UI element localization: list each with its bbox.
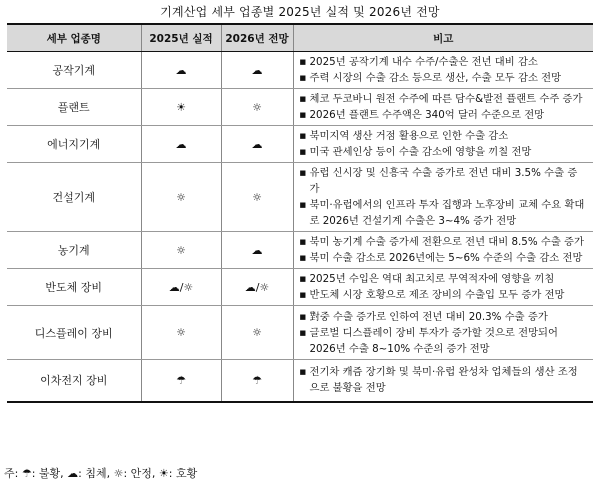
- table-row: [7, 232, 593, 269]
- bullet-square-icon: ■: [299, 169, 307, 177]
- note-item: [300, 234, 588, 250]
- table-row: [7, 52, 593, 89]
- note-text: 전기차 캐즘 장기화 및 북미·유럽 완성차 업체들의 생산 조정으로 불황을 전망: [309, 366, 578, 395]
- outlook-2026-weather-icon: ☼: [221, 163, 293, 232]
- note-item: [300, 364, 588, 396]
- outlook-2026-weather-icon: ☁: [221, 126, 293, 163]
- notes-cell: [293, 89, 593, 126]
- bullet-square-icon: ■: [299, 132, 307, 140]
- header-notes: 비고: [293, 24, 593, 52]
- note-text: 북미·유럽에서의 인프라 투자 집행과 노후장비 교체 수요 확대로 2026년 건설기계 수출은 3~4% 증가 전망: [309, 199, 585, 227]
- table-row: [7, 269, 593, 306]
- bullet-square-icon: ■: [299, 238, 307, 246]
- note-item: [300, 144, 588, 160]
- perf-2025-weather-icon: ☁/☼: [141, 269, 221, 306]
- note-text: 북미 농기계 수출 증가세 전환으로 전년 대비 8.5% 수출 증가: [309, 236, 584, 248]
- outlook-2026-weather-icon: ☂: [221, 360, 293, 402]
- note-item: [300, 107, 588, 123]
- bullet-square-icon: ■: [299, 291, 307, 299]
- note-text: 유럽 신시장 및 신흥국 수출 증가로 전년 대비 3.5% 수출 증가: [309, 167, 578, 195]
- perf-2025-weather-icon: ☼: [141, 163, 221, 232]
- sector-name: 건설기계: [7, 163, 141, 232]
- note-text: 미국 관세인상 등이 수출 감소에 영향을 끼칠 전망: [309, 146, 532, 158]
- table-header-row: [7, 24, 593, 52]
- table-title: 기계산업 세부 업종별 2025년 실적 및 2026년 전망: [160, 5, 440, 19]
- note-item: [300, 165, 588, 197]
- perf-2025-weather-icon: ☀: [141, 89, 221, 126]
- note-item: [300, 128, 588, 144]
- note-text: 주력 시장의 수출 감소 등으로 생산, 수출 모두 감소 전망: [309, 72, 562, 84]
- notes-cell: [293, 126, 593, 163]
- sector-name: 농기계: [7, 232, 141, 269]
- bullet-square-icon: ■: [299, 201, 307, 209]
- header-sector: 세부 업종명: [7, 24, 141, 52]
- table-row: [7, 126, 593, 163]
- note-item: [300, 309, 588, 325]
- note-text: 반도체 시장 호황으로 제조 장비의 수출입 모두 증가 전망: [309, 289, 565, 301]
- table-row: [7, 163, 593, 232]
- note-item: [300, 271, 588, 287]
- note-text: 對중 수출 증가로 인하여 전년 대비 20.3% 수출 증가: [309, 310, 548, 323]
- bullet-square-icon: ■: [299, 312, 307, 321]
- note-text: 글로벌 디스플레이 장비 투자가 증가할 것으로 전망되어 2026년 수출 8~10% 수준의 증가 전망: [309, 326, 558, 355]
- note-text: 2026년 플랜트 수주액은 340억 달러 수준으로 전망: [309, 109, 545, 121]
- perf-2025-weather-icon: ☂: [141, 360, 221, 402]
- sector-name: 디스플레이 장비: [7, 306, 141, 360]
- outlook-2026-weather-icon: ☼: [221, 89, 293, 126]
- bullet-square-icon: ■: [299, 111, 307, 119]
- perf-2025-weather-icon: ☁: [141, 126, 221, 163]
- perf-2025-weather-icon: ☼: [141, 232, 221, 269]
- bullet-square-icon: ■: [299, 148, 307, 156]
- sector-name: 공작기계: [7, 52, 141, 89]
- sector-outlook-table: [7, 23, 593, 403]
- outlook-2026-weather-icon: ☁: [221, 52, 293, 89]
- table-row: [7, 89, 593, 126]
- bullet-square-icon: ■: [299, 58, 307, 66]
- perf-2025-weather-icon: ☁: [141, 52, 221, 89]
- note-item: [300, 54, 588, 70]
- notes-cell: [293, 52, 593, 89]
- notes-cell: [293, 306, 593, 360]
- sector-name: 에너지기계: [7, 126, 141, 163]
- sector-name: 반도체 장비: [7, 269, 141, 306]
- note-text: 북미지역 생산 거점 활용으로 인한 수출 감소: [309, 130, 509, 142]
- header-outlook-2026: 2026년 전망: [221, 24, 293, 52]
- table-row: [7, 306, 593, 360]
- notes-cell: [293, 163, 593, 232]
- bullet-square-icon: ■: [299, 95, 307, 103]
- note-item: [300, 287, 588, 303]
- header-perf-2025: 2025년 실적: [141, 24, 221, 52]
- bullet-square-icon: ■: [299, 74, 307, 82]
- notes-cell: [293, 360, 593, 402]
- outlook-2026-weather-icon: ☁/☼: [221, 269, 293, 306]
- bullet-square-icon: ■: [299, 254, 307, 262]
- note-text: 2025년 수입은 역대 최고치로 무역적자에 영향을 끼침: [309, 273, 555, 285]
- note-text: 2025년 공작기계 내수 수주/수출은 전년 대비 감소: [309, 56, 538, 68]
- legend-note: 주: ☂: 불황, ☁: 침체, ☼: 안정, ☀: 호황: [4, 467, 198, 480]
- outlook-2026-weather-icon: ☼: [221, 306, 293, 360]
- table-body: [7, 52, 593, 402]
- notes-cell: [293, 269, 593, 306]
- notes-cell: [293, 232, 593, 269]
- note-item: [300, 197, 588, 229]
- note-item: [300, 250, 588, 266]
- perf-2025-weather-icon: ☼: [141, 306, 221, 360]
- outlook-2026-weather-icon: ☁: [221, 232, 293, 269]
- note-item: [300, 325, 588, 357]
- note-item: [300, 70, 588, 86]
- sector-name: 이차전지 장비: [7, 360, 141, 402]
- sector-name: 플랜트: [7, 89, 141, 126]
- note-text: 북미 수출 감소로 2026년에는 5~6% 수준의 수출 감소 전망: [309, 252, 583, 264]
- table-row: [7, 360, 593, 402]
- note-item: [300, 91, 588, 107]
- bullet-square-icon: ■: [299, 368, 307, 377]
- bullet-square-icon: ■: [299, 328, 307, 337]
- note-text: 체코 두코바니 원전 수주에 따른 담수&발전 플랜트 수주 증가: [309, 93, 583, 105]
- bullet-square-icon: ■: [299, 275, 307, 283]
